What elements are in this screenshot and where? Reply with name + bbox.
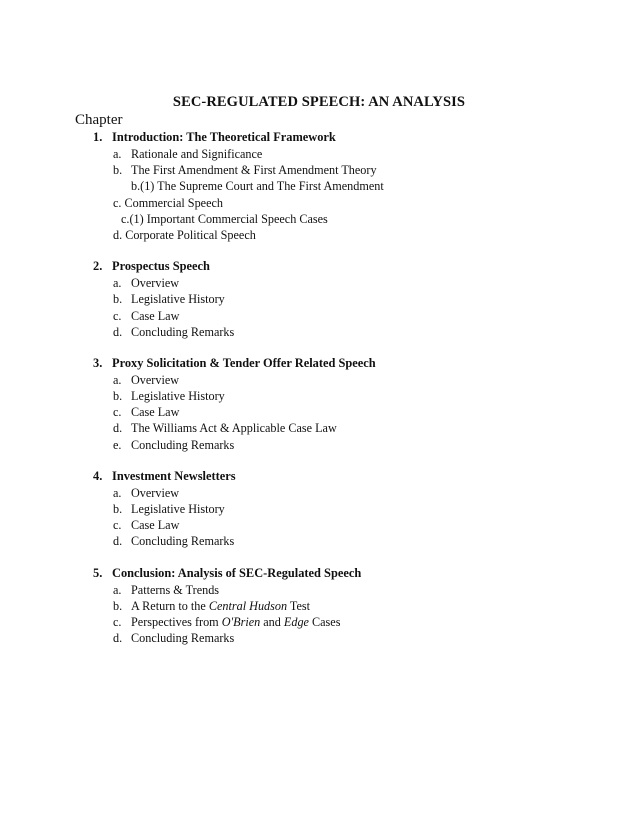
chapter-heading — [0, 354, 638, 372]
chapter-4 — [0, 467, 638, 550]
section-text — [131, 614, 340, 630]
chapter-1 — [0, 128, 638, 243]
chapter-2 — [0, 257, 638, 340]
section-item — [0, 485, 638, 501]
section-item — [0, 501, 638, 517]
section-letter: e. — [113, 437, 122, 452]
section-text: c. Commercial Speech — [113, 195, 223, 210]
section-text: d. Corporate Political Speech — [113, 227, 256, 242]
section-text: Legislative History — [131, 502, 225, 516]
chapter-heading — [0, 257, 638, 275]
section-item — [0, 324, 638, 340]
section-letter: a. — [113, 485, 122, 500]
chapter-number: 3. — [93, 355, 103, 370]
chapter-title: Proxy Solicitation & Tender Offer Related Speech — [112, 355, 376, 370]
section-letter: c. — [113, 518, 122, 533]
document-title: SEC-REGULATED SPEECH: AN ANALYSIS — [172, 94, 466, 110]
section-text: Legislative History — [131, 389, 225, 404]
section-text: Concluding Remarks — [131, 631, 235, 646]
case-name: O'Brien — [221, 614, 261, 629]
subsection-item — [0, 178, 638, 194]
section-text: b.(1) The Supreme Court and The First Amendment — [131, 179, 384, 194]
chapter-title: Introduction: The Theoretical Framework — [112, 130, 336, 144]
section-letter: d. — [113, 421, 123, 436]
chapter-title: Conclusion: Analysis of SEC-Regulated Speech — [112, 565, 362, 580]
section-letter: c. — [113, 308, 122, 323]
chapter-number: 5. — [93, 565, 103, 580]
section-text: Patterns & Trends — [131, 582, 220, 597]
section-text: Concluding Remarks — [131, 437, 235, 452]
section-item — [0, 598, 638, 614]
section-item — [0, 614, 638, 630]
section-item — [0, 420, 638, 436]
chapter-3 — [0, 354, 638, 453]
section-letter: b. — [113, 502, 123, 516]
section-text: Rationale and Significance — [131, 147, 263, 161]
section-text: Case Law — [131, 405, 180, 420]
subsection-item — [0, 211, 638, 227]
section-letter: d. — [113, 324, 123, 339]
section-text: Concluding Remarks — [131, 324, 235, 339]
text-part: Cases — [308, 614, 341, 629]
section-text: The Williams Act & Applicable Case Law — [131, 421, 337, 436]
section-letter: a. — [113, 276, 122, 291]
section-text: Legislative History — [131, 292, 225, 307]
chapter-5 — [0, 564, 638, 647]
section-letter: a. — [113, 582, 122, 597]
case-name: Central Hudson — [208, 598, 288, 613]
section-text: Concluding Remarks — [131, 534, 235, 549]
section-item — [0, 308, 638, 324]
section-letter: a. — [113, 147, 122, 161]
section-item — [0, 227, 638, 243]
section-item — [0, 275, 638, 291]
section-item — [0, 146, 638, 162]
section-item — [0, 388, 638, 404]
section-letter: d. — [113, 534, 123, 549]
section-text: Case Law — [131, 308, 180, 323]
section-letter: c. — [113, 405, 122, 420]
section-letter: b. — [113, 163, 123, 178]
section-item — [0, 630, 638, 646]
chapter-number: 4. — [93, 468, 103, 483]
table-of-contents — [0, 128, 638, 660]
section-letter: b. — [113, 292, 123, 307]
section-item — [0, 404, 638, 420]
section-item — [0, 582, 638, 598]
section-item — [0, 533, 638, 549]
chapter-label: Chapter — [75, 112, 123, 128]
section-item — [0, 437, 638, 453]
section-item — [0, 517, 638, 533]
text-part: Test — [287, 598, 311, 613]
chapter-title: Investment Newsletters — [112, 468, 236, 483]
chapter-title: Prospectus Speech — [112, 259, 210, 274]
section-letter: b. — [113, 598, 123, 613]
section-text: The First Amendment & First Amendment Theory — [131, 163, 377, 178]
section-letter: c. — [113, 614, 122, 629]
section-text: Case Law — [131, 518, 180, 533]
section-text — [131, 598, 310, 614]
section-letter: a. — [113, 372, 122, 387]
chapter-heading — [0, 467, 638, 485]
section-item — [0, 291, 638, 307]
text-part: and — [260, 614, 284, 629]
case-name: Edge — [283, 614, 309, 629]
section-text: Overview — [131, 276, 180, 291]
section-item — [0, 372, 638, 388]
chapter-number: 1. — [93, 130, 103, 144]
section-item — [0, 195, 638, 211]
section-text: Overview — [131, 485, 180, 500]
chapter-heading — [0, 564, 638, 582]
section-text: c.(1) Important Commercial Speech Cases — [121, 211, 328, 226]
chapter-number: 2. — [93, 259, 103, 274]
section-text: Overview — [131, 372, 180, 387]
section-letter: b. — [113, 389, 123, 404]
text-part: Perspectives from — [131, 614, 222, 629]
chapter-heading — [0, 128, 638, 146]
text-part: A Return to the — [131, 598, 209, 613]
section-item — [0, 162, 638, 178]
section-letter: d. — [113, 631, 123, 646]
